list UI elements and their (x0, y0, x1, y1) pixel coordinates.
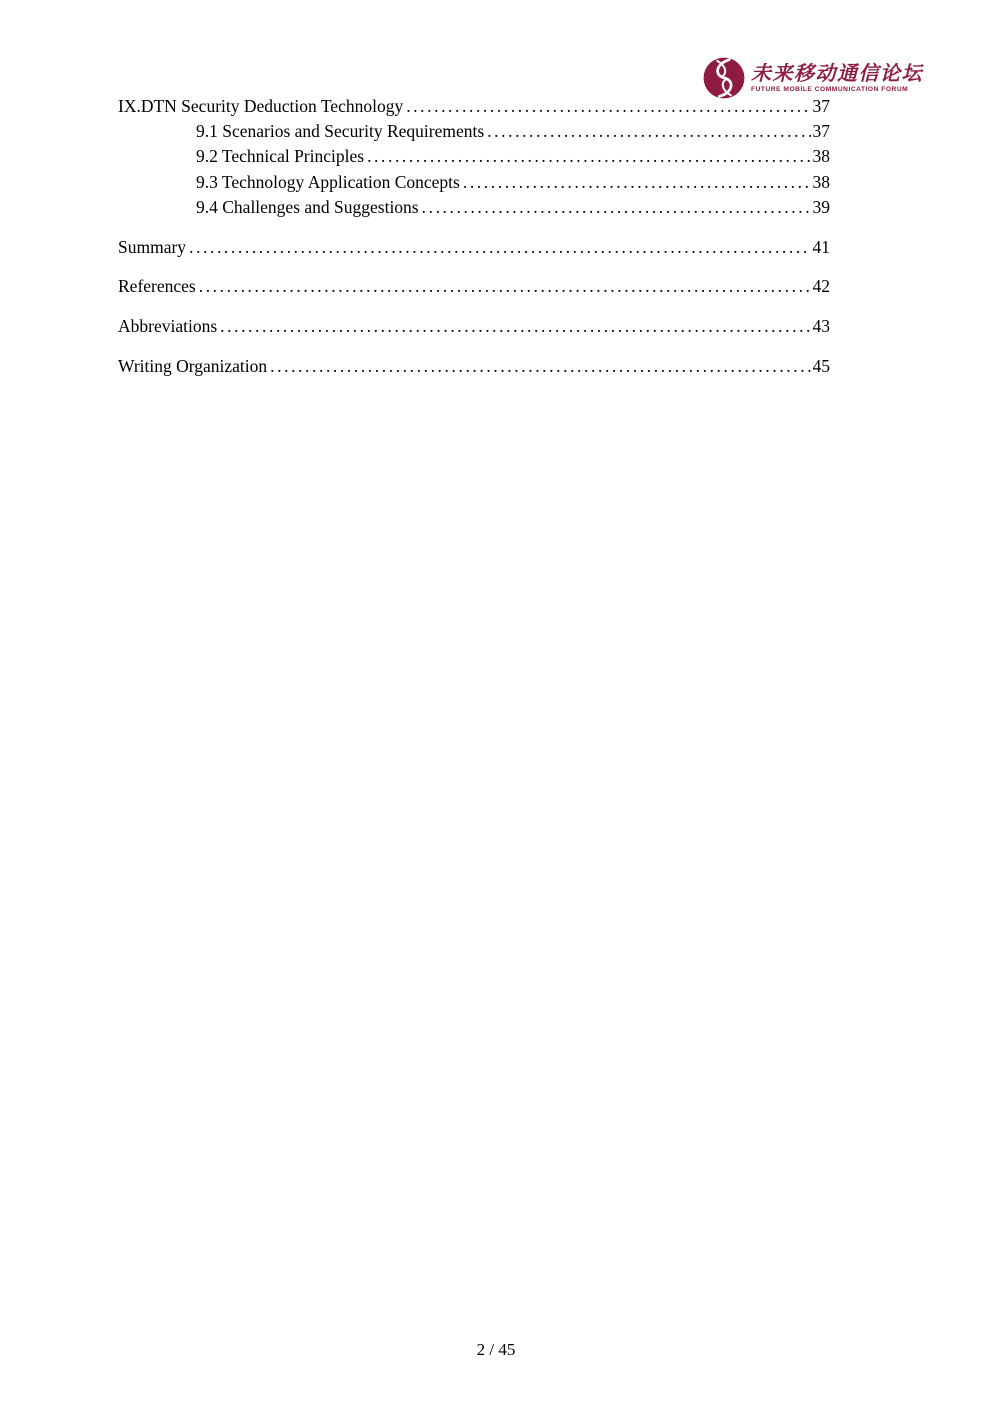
toc-entry-label: 9.1 Scenarios and Security Requirements (196, 121, 485, 142)
toc-dot-leader (463, 170, 811, 195)
toc-entry-label: IX.DTN Security Deduction Technology (118, 96, 404, 116)
page-number-indicator: 2 / 45 (476, 1340, 516, 1359)
logo-english-text: FUTURE MOBILE COMMUNICATION FORUM (751, 85, 909, 93)
toc-entry-label: 9.2 Technical Principles (196, 146, 365, 167)
toc-page-number: 45 (812, 355, 830, 376)
toc-entry-label: Abbreviations (118, 315, 218, 336)
toc-dot-leader (406, 94, 810, 119)
toc-page-number: 38 (812, 146, 830, 167)
toc-entry-label: 9.4 Challenges and Suggestions (196, 196, 419, 217)
toc-entry-9-3[interactable] (118, 170, 830, 195)
table-of-contents (118, 94, 830, 379)
toc-entry-9-1[interactable] (118, 119, 830, 144)
page-footer (0, 1340, 992, 1360)
toc-dot-leader (422, 195, 811, 220)
forum-logo-text (751, 63, 923, 94)
logo-chinese-text: 未来移动通信论坛 (751, 62, 923, 85)
toc-dot-leader (367, 144, 810, 169)
toc-page-number: 41 (812, 236, 830, 257)
toc-entry-references[interactable] (118, 274, 830, 299)
toc-dot-leader (189, 235, 810, 260)
toc-dot-leader (270, 354, 810, 379)
toc-entry-label: Summary (118, 236, 187, 257)
toc-page-number: 37 (812, 121, 830, 142)
toc-dot-leader (199, 274, 811, 299)
toc-entry-summary[interactable] (118, 235, 830, 260)
toc-entry-dtn-security[interactable] (118, 94, 830, 119)
toc-entry-label: Writing Organization (118, 355, 268, 376)
toc-entry-9-4[interactable] (118, 195, 830, 220)
toc-page-number: 39 (812, 196, 830, 217)
toc-entry-writing-organization[interactable] (118, 354, 830, 379)
toc-dot-leader (487, 119, 810, 144)
toc-page-number: 42 (812, 276, 830, 297)
toc-entry-abbreviations[interactable] (118, 314, 830, 339)
toc-page-number: 43 (812, 315, 830, 336)
toc-entry-label: 9.3 Technology Application Concepts (196, 171, 460, 192)
toc-dot-leader (220, 314, 810, 339)
toc-entry-label: References (118, 276, 196, 297)
toc-entry-9-2[interactable] (118, 144, 830, 169)
toc-page-number: 37 (812, 96, 830, 116)
toc-page-number: 38 (812, 171, 830, 192)
